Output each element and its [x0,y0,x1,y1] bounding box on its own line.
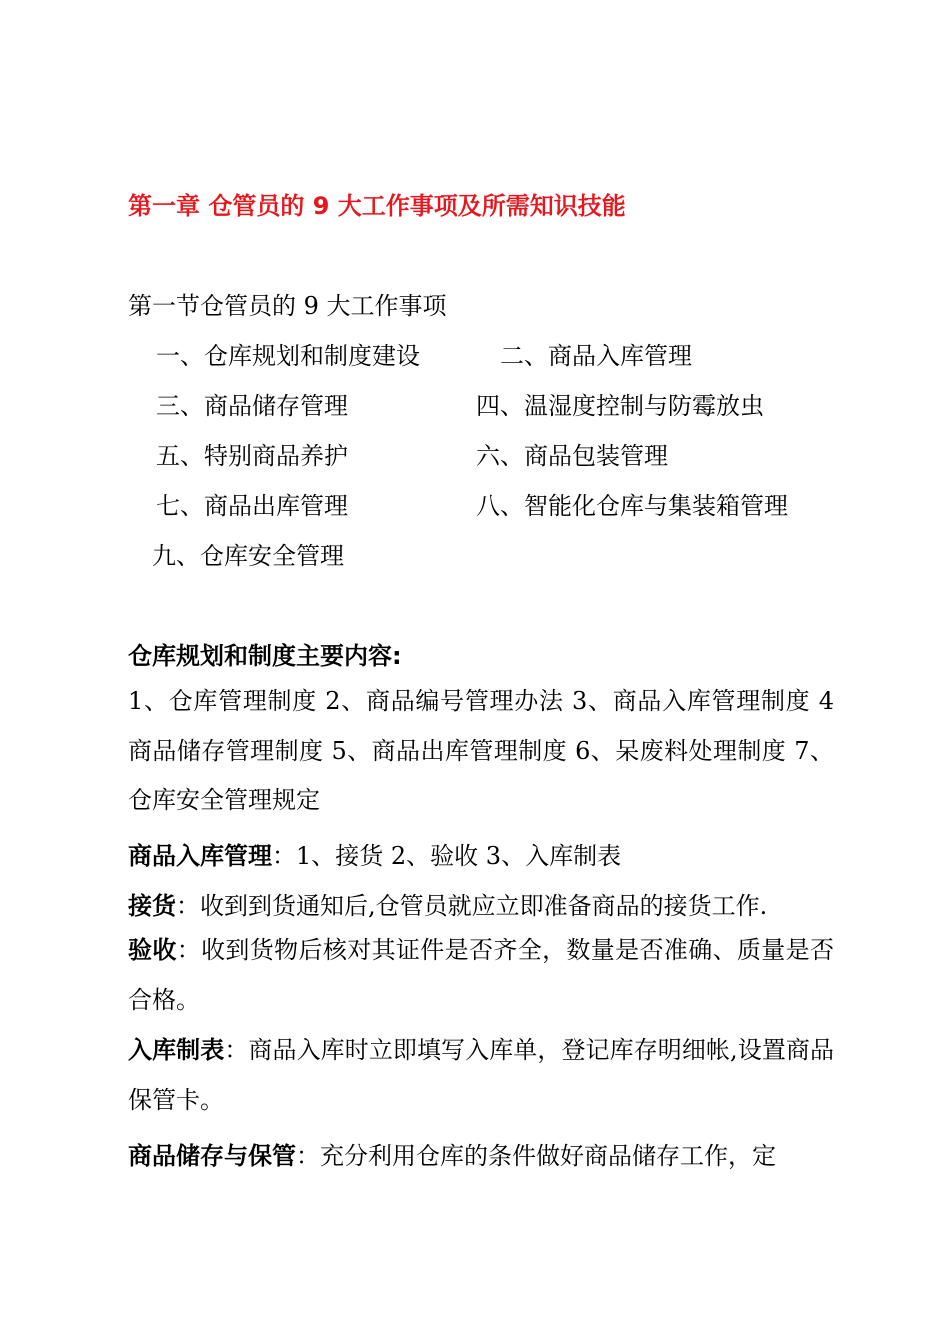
task-item-3: 三、商品储存管理 [156,392,348,420]
receiving-label: 接货 [128,892,176,920]
receiving-text: ：收到到货通知后,仓管员就应立即准备商品的接货工作. [176,892,768,920]
storage-line [128,1136,776,1171]
tabulation-label: 入库制表 [128,1036,225,1064]
chapter-title: 第一章 仓管员的 9 大工作事项及所需知识技能 [128,192,626,220]
inspection-text: ：收到货物后核对其证件是否齐全，数量是否准确、质量是否合格。 [128,936,835,1014]
inbound-line [128,836,621,871]
task-item-7: 七、商品出库管理 [156,492,348,520]
task-item-8: 八、智能化仓库与集装箱管理 [476,492,788,520]
inspection-paragraph [128,926,834,1025]
storage-label: 商品储存与保管 [128,1142,296,1170]
task-item-5: 五、特别商品养护 [156,442,348,470]
tabulation-paragraph [128,1026,834,1125]
tabulation-text: ：商品入库时立即填写入库单，登记库存明细帐,设置商品保管卡。 [128,1036,834,1114]
planning-body: 1、仓库管理制度 2、商品编号管理办法 3、商品入库管理制度 4 商品储存管理制度 5、商品出库管理制度 6、呆废料处理制度 7、仓库安全管理规定 [128,687,834,815]
inspection-label: 验收 [128,936,177,964]
task-item-6: 六、商品包装管理 [476,442,668,470]
storage-text: ：充分利用仓库的条件做好商品储存工作，定 [296,1142,776,1170]
task-item-1: 一、仓库规划和制度建设 [156,342,420,370]
task-item-4: 四、温湿度控制与防霉放虫 [476,392,764,420]
receiving-line [128,886,767,921]
inbound-label: 商品入库管理 [128,842,272,870]
task-item-2: 二、商品入库管理 [500,342,692,370]
planning-heading: 仓库规划和制度主要内容: [128,642,402,670]
task-item-9: 九、仓库安全管理 [152,542,344,570]
section-title: 第一节仓管员的 9 大工作事项 [128,292,447,320]
inbound-text: ：1、接货 2、验收 3、入库制表 [272,842,622,870]
